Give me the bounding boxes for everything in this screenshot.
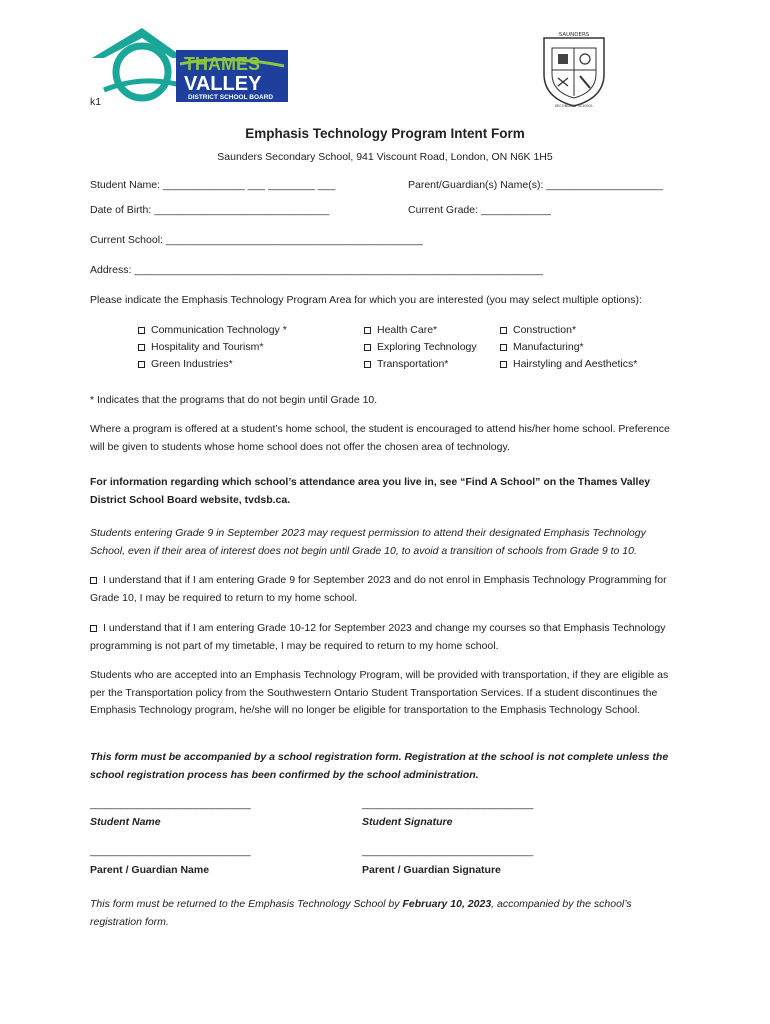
option-label: Health Care* <box>377 324 438 336</box>
return-instructions <box>90 896 670 931</box>
option-label: Hairstyling and Aesthetics* <box>513 358 638 370</box>
ack-2-text: I understand that if I am entering Grade 10-12 for September 2023 and change my courses so that Emphasis Technology programming is not part of my timetable, I may be required to return to my home school. <box>90 622 666 652</box>
program-prompt: Please indicate the Emphasis Technology Program Area for which you are interested (you may select multiple options): <box>90 294 642 306</box>
form-subtitle: Saunders Secondary School, 941 Viscount Road, London, ON N6K 1H5 <box>217 151 553 163</box>
checkbox[interactable] <box>90 577 97 584</box>
checkbox[interactable] <box>500 361 507 368</box>
checkbox[interactable] <box>138 327 145 334</box>
grade9-note: Students entering Grade 9 in September 2023 may request permission to attend their designated Emphasis Technology School, even if their area of interest does not begin until Grade 10, to avoid a transition of schools from Grade 9 to 10. <box>90 527 646 557</box>
current-school-field[interactable]: Current School: ____________________________________________ <box>90 234 423 246</box>
parent-name-line[interactable]: ______________________________ <box>90 845 251 857</box>
saunders-crest-graphic <box>538 28 610 108</box>
checkbox[interactable] <box>364 327 371 334</box>
home-school-note: Where a program is offered at a student’s home school, the student is encouraged to attend his/her home school. Preference will be given to students whose home school does not offer the chosen area of technology. <box>90 423 670 453</box>
ack-1[interactable] <box>90 572 670 607</box>
crest-top-text: SAUNDERS <box>558 32 590 38</box>
grade10-note: * Indicates that the programs that do not begin until Grade 10. <box>90 394 378 406</box>
option-label: Green Industries* <box>151 358 233 370</box>
student-signature-label: Student Signature <box>362 816 453 828</box>
option-label: Exploring Technology <box>377 341 477 353</box>
options-col-2 <box>364 322 477 373</box>
option-green-industries[interactable] <box>138 356 287 373</box>
option-label: Construction* <box>513 324 577 336</box>
option-label: Hospitality and Tourism* <box>151 341 264 353</box>
parent-signature-label: Parent / Guardian Signature <box>362 864 501 876</box>
option-manufacturing[interactable] <box>500 339 637 356</box>
transportation-note: Students who are accepted into an Emphasis Technology Program, will be provided with transportation, if they are eligible as per the Transportation policy from the Southwestern Ontario Student Transportation Services. If a student discontinues the Emphasis Technology program, he/she will no longer be eligible for transportation to the Emphasis Technology School. <box>90 669 669 716</box>
current-grade-field[interactable]: Current Grade: ____________ <box>408 204 552 216</box>
logo-word-valley: VALLEY <box>184 73 262 95</box>
form-title: Emphasis Technology Program Intent Form <box>245 126 525 141</box>
option-hairstyling-aesthetics[interactable] <box>500 356 637 373</box>
parent-names-field[interactable]: Parent/Guardian(s) Name(s): ____________________ <box>408 179 664 191</box>
address-field[interactable]: Address: ______________________________________________________________________ <box>90 264 544 276</box>
option-health-care[interactable] <box>364 322 477 339</box>
parent-name-label: Parent / Guardian Name <box>90 864 210 876</box>
student-name-field[interactable]: Student Name: ______________ ___ ________ ___ <box>90 179 336 191</box>
registration-warning: This form must be accompanied by a school registration form. Registration at the school is not complete unless the school registration process has been confirmed by the school administration. <box>90 751 669 781</box>
options-col-3 <box>500 322 637 373</box>
parent-signature-line[interactable]: ________________________________ <box>362 845 533 857</box>
option-hospitality-tourism[interactable] <box>138 339 287 356</box>
return-text-part2: , accompanied by the school’s registration form. <box>90 898 632 928</box>
checkbox[interactable] <box>364 361 371 368</box>
checkbox[interactable] <box>138 344 145 351</box>
return-deadline: February 10, 2023 <box>402 898 492 910</box>
student-name-line[interactable]: ______________________________ <box>90 798 251 810</box>
checkbox[interactable] <box>364 344 371 351</box>
option-label: Communication Technology * <box>151 324 287 336</box>
tvdsb-logo-graphic <box>84 24 294 104</box>
option-label: Transportation* <box>377 358 449 370</box>
attendance-info: For information regarding which school’s attendance area you live in, see “Find A School” on the Thames Valley District School Board website, tvdsb.ca. <box>90 476 651 506</box>
saunders-crest <box>538 28 610 108</box>
option-label: Manufacturing* <box>513 341 584 353</box>
crest-bottom-text: SECONDARY SCHOOL <box>554 104 594 108</box>
option-communication-technology[interactable] <box>138 322 287 339</box>
option-transportation[interactable] <box>364 356 477 373</box>
option-exploring-technology[interactable] <box>364 339 477 356</box>
student-name-label: Student Name <box>90 816 161 828</box>
option-construction[interactable] <box>500 322 637 339</box>
options-col-1 <box>138 322 287 373</box>
logo-subtitle: DISTRICT SCHOOL BOARD <box>188 94 274 101</box>
tvdsb-logo <box>84 24 294 104</box>
checkbox[interactable] <box>138 361 145 368</box>
ack-1-text: I understand that if I am entering Grade 9 for September 2023 and do not enrol in Emphasis Technology Programming for Grade 10, I may be required to return to my home school. <box>90 574 667 604</box>
student-signature-line[interactable]: ________________________________ <box>362 798 533 810</box>
logo-word-thames: THAMES <box>184 54 260 74</box>
date-of-birth-field[interactable]: Date of Birth: ______________________________ <box>90 204 330 216</box>
checkbox[interactable] <box>90 625 97 632</box>
checkbox[interactable] <box>500 344 507 351</box>
return-text-part1: This form must be returned to the Emphasis Technology School by <box>90 898 403 910</box>
ack-2[interactable] <box>90 620 670 655</box>
page-ref: k1 <box>90 96 102 108</box>
checkbox[interactable] <box>500 327 507 334</box>
